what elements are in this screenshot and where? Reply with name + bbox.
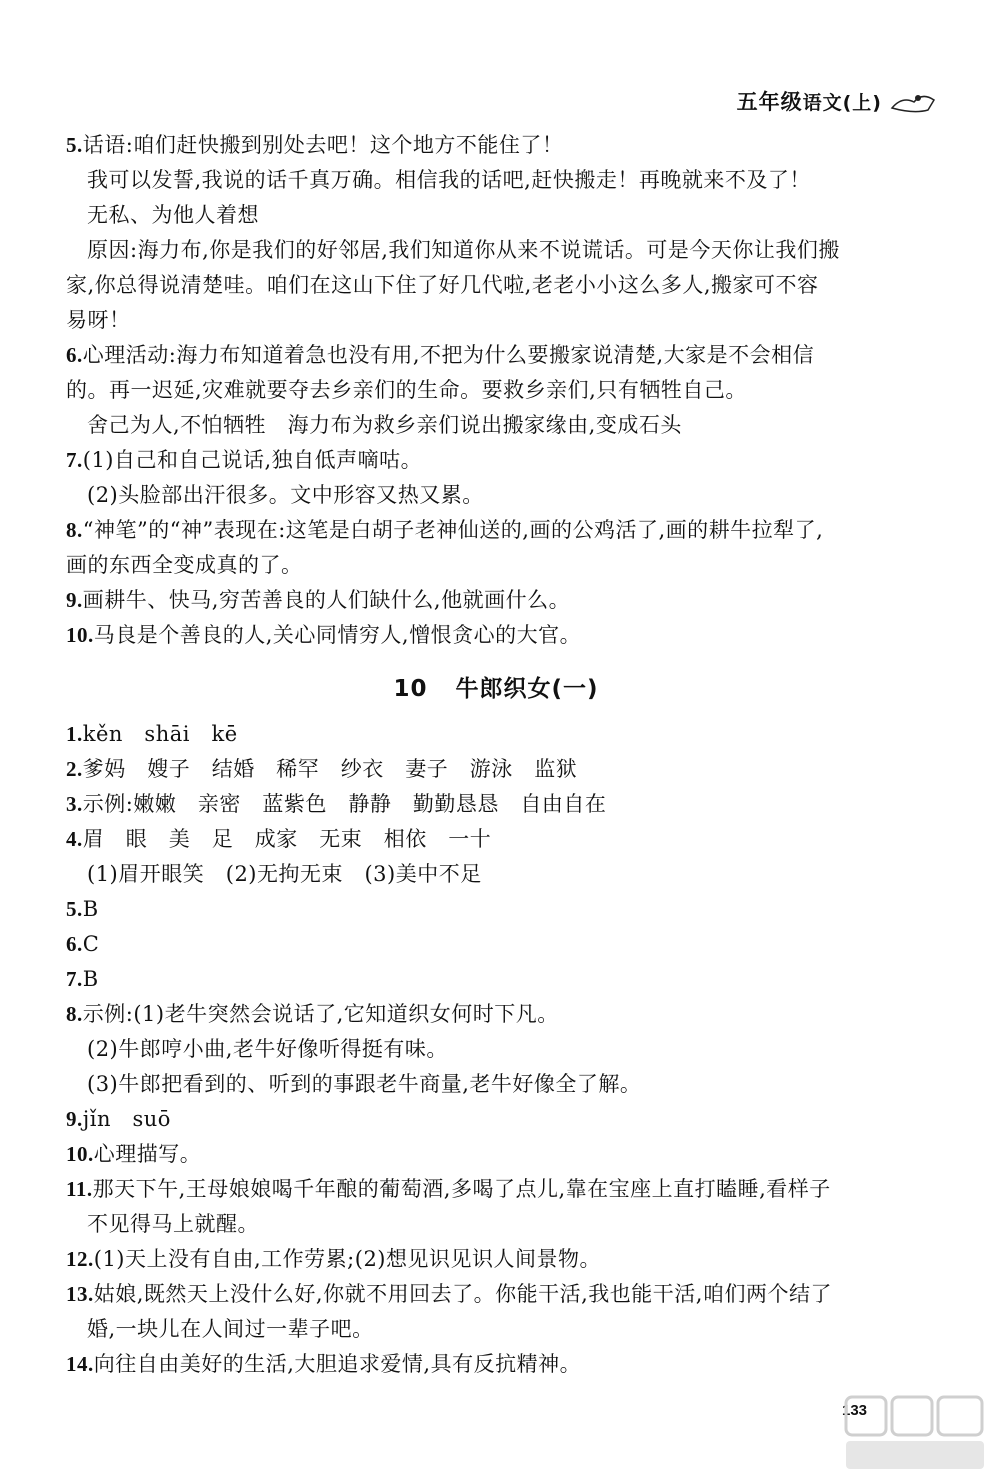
answer-line: 舍己为人,不怕牺牲 海力布为救乡亲们说出搬家缘由,变成石头: [87, 413, 682, 437]
answer-line: (2)头脸部出汗很多。文中形容又热又累。: [87, 483, 484, 507]
answer-line: 7.(1)自己和自己说话,独自低声嘀咕。: [66, 448, 423, 472]
section-number: 10: [393, 676, 428, 702]
header-grade: 五年: [736, 90, 781, 114]
answer-line: (1)眉开眼笑 (2)无拘无束 (3)美中不足: [87, 862, 482, 886]
watermark-logo-icon: [840, 1389, 990, 1475]
answer-line: 10.马良是个善良的人,关心同情穷人,憎恨贪心的大官。: [66, 623, 582, 647]
answer-line: 9.jǐn suō: [66, 1107, 171, 1131]
answer-line: 14.向往自由美好的生活,大胆追求爱情,具有反抗精神。: [66, 1352, 582, 1376]
answer-line: 2.爹妈 嫂子 结婚 稀罕 纱衣 妻子 游泳 监狱: [66, 757, 578, 781]
answer-line: 5.B: [66, 897, 99, 921]
answer-line: 8.“神笔”的“神”表现在:这笔是白胡子老神仙送的,画的公鸡活了,画的耕牛拉犁了,: [66, 518, 824, 542]
answer-line: 我可以发誓,我说的话千真万确。相信我的话吧,赶快搬走！再晚就来不及了！: [87, 168, 811, 192]
header-level: 级: [780, 90, 803, 114]
answer-line: (2)牛郎哼小曲,老牛好像听得挺有味。: [87, 1037, 448, 1061]
header-title: [737, 86, 882, 116]
answer-line: 7.B: [66, 967, 99, 991]
section-name: 牛郎织女(一): [455, 676, 599, 702]
answer-line: 画的东西全变成真的了。: [66, 553, 303, 577]
answer-line: 9.画耕牛、快马,穷苦善良的人们缺什么,他就画什么。: [66, 588, 571, 612]
answer-line: 原因:海力布,你是我们的好邻居,我们知道你从来不说谎话。可是今天你让我们搬: [87, 238, 840, 262]
answer-line: 6.心理活动:海力布知道着急也没有用,不把为什么要搬家说清楚,大家是不会相信: [66, 343, 815, 367]
answer-line: 4.眉 眼 美 足 成家 无束 相依 一十: [66, 827, 492, 851]
cartoon-figure-icon: [888, 88, 938, 114]
answer-line: 无私、为他人着想: [87, 203, 259, 227]
answer-line: 家,你总得说清楚哇。咱们在这山下住了好几代啦,老老小小这么多人,搬家可不容: [66, 273, 819, 297]
answer-line: (3)牛郎把看到的、听到的事跟老牛商量,老牛好像全了解。: [87, 1072, 642, 1096]
answer-line: 不见得马上就醒。: [87, 1212, 259, 1236]
answer-line: 易呀！: [66, 308, 131, 332]
page-number: 133: [842, 1402, 868, 1419]
answer-line: 5.话语:咱们赶快搬到别处去吧！这个地方不能住了！: [66, 133, 564, 157]
answer-line: 12.(1)天上没有自由,工作劳累;(2)想见识见识人间景物。: [66, 1247, 601, 1271]
answer-line: 婚,一块儿在人间过一辈子吧。: [87, 1317, 374, 1341]
answer-content: [66, 128, 926, 1382]
answer-line: 10.心理描写。: [66, 1142, 202, 1166]
section-title: [66, 671, 926, 707]
answer-line: 3.示例:嫩嫩 亲密 蓝紫色 静静 勤勤恳恳 自由自在: [66, 792, 607, 816]
answer-line: 8.示例:(1)老牛突然会说话了,它知道织女何时下凡。: [66, 1002, 559, 1026]
answer-line: 1.kěn shāi kē: [66, 722, 238, 746]
answer-line: 6.C: [66, 932, 100, 956]
answer-line: 的。再一迟延,灾难就要夺去乡亲们的生命。要救乡亲们,只有牺牲自己。: [66, 378, 747, 402]
page-header: [737, 86, 938, 116]
answer-line: 11.那天下午,王母娘娘喝千年酿的葡萄酒,多喝了点儿,靠在宝座上直打瞌睡,看样子: [66, 1177, 831, 1201]
answer-line: 13.姑娘,既然天上没什么好,你就不用回去了。你能干活,我也能干活,咱们两个结了: [66, 1282, 832, 1306]
header-subject: 语文(上): [802, 92, 882, 114]
